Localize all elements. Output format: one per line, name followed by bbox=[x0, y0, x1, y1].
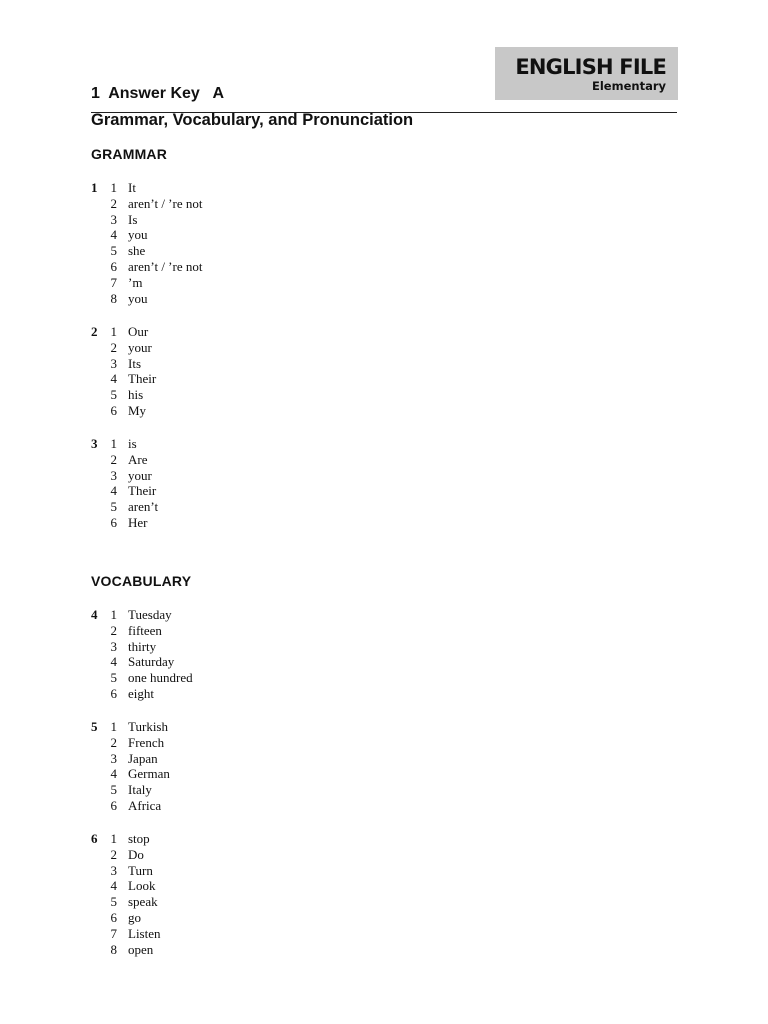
answer-row bbox=[91, 942, 391, 958]
item-number: 1 bbox=[110, 436, 117, 451]
item-number: 4 bbox=[110, 766, 117, 782]
answer-key-label: 1 Answer Key A bbox=[91, 85, 225, 102]
item-answer: French bbox=[128, 734, 165, 750]
answer-row bbox=[91, 436, 391, 452]
item-answer: Look bbox=[128, 878, 156, 894]
item-answer: Do bbox=[128, 846, 144, 862]
item-answer: you bbox=[128, 227, 148, 243]
item-answer: Their bbox=[128, 483, 157, 499]
answer-row bbox=[91, 894, 391, 910]
item-answer: Italy bbox=[128, 782, 152, 798]
answer-row bbox=[91, 468, 391, 484]
item-number: 3 bbox=[110, 467, 117, 483]
logo-subtitle: Elementary bbox=[592, 79, 666, 93]
answer-row bbox=[91, 623, 391, 639]
answer-row bbox=[91, 324, 391, 340]
answer-row bbox=[91, 798, 391, 814]
item-number: 4 bbox=[110, 227, 117, 243]
item-number: 2 bbox=[110, 734, 117, 750]
exercise-number: 1 bbox=[91, 180, 98, 195]
item-answer: Saturday bbox=[128, 654, 175, 670]
answer-row bbox=[91, 371, 391, 387]
item-number: 7 bbox=[110, 925, 117, 941]
answer-row bbox=[91, 607, 391, 623]
item-answer: German bbox=[128, 766, 170, 782]
item-number: 3 bbox=[110, 862, 117, 878]
item-answer: Africa bbox=[128, 797, 162, 813]
exercise-3 bbox=[91, 436, 391, 531]
item-answer: aren’t bbox=[128, 499, 159, 515]
answer-row bbox=[91, 227, 391, 243]
exercise-5 bbox=[91, 719, 391, 814]
answer-row bbox=[91, 196, 391, 212]
answer-row bbox=[91, 735, 391, 751]
exercise-6 bbox=[91, 831, 391, 957]
item-number: 3 bbox=[110, 355, 117, 371]
item-answer: Are bbox=[128, 451, 148, 467]
answer-row bbox=[91, 340, 391, 356]
item-number: 4 bbox=[110, 654, 117, 670]
item-number: 5 bbox=[110, 894, 117, 910]
item-answer: fifteen bbox=[128, 622, 162, 638]
item-answer: Tuesday bbox=[128, 607, 172, 622]
item-answer: Is bbox=[128, 211, 138, 227]
item-number: 4 bbox=[110, 483, 117, 499]
item-answer: your bbox=[128, 339, 152, 355]
item-answer: Its bbox=[128, 355, 141, 371]
item-answer: Turn bbox=[128, 862, 153, 878]
item-number: 5 bbox=[110, 243, 117, 259]
answer-row bbox=[91, 180, 391, 196]
answer-row bbox=[91, 878, 391, 894]
exercise-1 bbox=[91, 180, 391, 306]
item-number: 6 bbox=[110, 514, 117, 530]
item-answer: your bbox=[128, 467, 152, 483]
item-number: 8 bbox=[110, 941, 117, 957]
item-number: 2 bbox=[110, 195, 117, 211]
answer-row bbox=[91, 243, 391, 259]
answer-row bbox=[91, 782, 391, 798]
answer-row bbox=[91, 515, 391, 531]
item-number: 4 bbox=[110, 878, 117, 894]
item-answer: stop bbox=[128, 831, 150, 846]
answer-row bbox=[91, 751, 391, 767]
answer-row bbox=[91, 686, 391, 702]
item-number: 1 bbox=[110, 831, 117, 846]
section-heading-vocabulary: VOCABULARY bbox=[91, 573, 192, 589]
exercise-number: 6 bbox=[91, 831, 98, 846]
item-number: 2 bbox=[110, 339, 117, 355]
item-number: 3 bbox=[110, 750, 117, 766]
exercise-number: 5 bbox=[91, 719, 98, 734]
answer-row bbox=[91, 499, 391, 515]
logo-title: ENGLISH FILE bbox=[515, 55, 666, 79]
item-answer: Listen bbox=[128, 925, 161, 941]
exercise-number: 3 bbox=[91, 436, 98, 451]
item-number: 5 bbox=[110, 670, 117, 686]
item-number: 7 bbox=[110, 274, 117, 290]
answer-row bbox=[91, 387, 391, 403]
item-number: 6 bbox=[110, 685, 117, 701]
item-answer: his bbox=[128, 387, 144, 403]
item-answer: Their bbox=[128, 371, 157, 387]
item-answer: is bbox=[128, 436, 137, 451]
answer-row bbox=[91, 212, 391, 228]
item-answer: thirty bbox=[128, 638, 157, 654]
item-answer: Her bbox=[128, 514, 148, 530]
item-number: 5 bbox=[110, 782, 117, 798]
item-number: 6 bbox=[110, 402, 117, 418]
item-answer: open bbox=[128, 941, 154, 957]
english-file-logo bbox=[495, 47, 678, 100]
answer-row bbox=[91, 719, 391, 735]
answer-row bbox=[91, 259, 391, 275]
item-answer: one hundred bbox=[128, 670, 193, 686]
item-number: 1 bbox=[110, 180, 117, 195]
answer-row bbox=[91, 654, 391, 670]
exercise-2 bbox=[91, 324, 391, 419]
item-answer: aren’t / ’re not bbox=[128, 258, 203, 274]
item-number: 3 bbox=[110, 211, 117, 227]
answer-row bbox=[91, 863, 391, 879]
answer-row bbox=[91, 926, 391, 942]
item-answer: eight bbox=[128, 685, 154, 701]
answer-row bbox=[91, 452, 391, 468]
item-number: 6 bbox=[110, 258, 117, 274]
item-answer: Japan bbox=[128, 750, 158, 766]
page-title: Grammar, Vocabulary, and Pronunciation bbox=[91, 111, 414, 129]
answer-row bbox=[91, 356, 391, 372]
item-number: 6 bbox=[110, 909, 117, 925]
item-answer: Our bbox=[128, 324, 149, 339]
item-number: 1 bbox=[110, 719, 117, 734]
item-number: 5 bbox=[110, 387, 117, 403]
answer-row bbox=[91, 483, 391, 499]
answer-row bbox=[91, 766, 391, 782]
item-answer: speak bbox=[128, 894, 158, 910]
section-heading-grammar: GRAMMAR bbox=[91, 146, 168, 162]
item-number: 8 bbox=[110, 290, 117, 306]
item-answer: you bbox=[128, 290, 148, 306]
exercise-number: 2 bbox=[91, 324, 98, 339]
item-answer: Turkish bbox=[128, 719, 168, 734]
item-number: 1 bbox=[110, 607, 117, 622]
item-answer: ’m bbox=[128, 274, 143, 290]
item-answer: It bbox=[128, 180, 136, 195]
item-number: 2 bbox=[110, 846, 117, 862]
item-number: 1 bbox=[110, 324, 117, 339]
answer-row bbox=[91, 910, 391, 926]
answer-row bbox=[91, 275, 391, 291]
item-answer: aren’t / ’re not bbox=[128, 195, 203, 211]
item-answer: she bbox=[128, 243, 146, 259]
answer-row bbox=[91, 670, 391, 686]
answer-row bbox=[91, 831, 391, 847]
item-answer: go bbox=[128, 909, 141, 925]
answer-row bbox=[91, 639, 391, 655]
exercise-4 bbox=[91, 607, 391, 702]
item-number: 2 bbox=[110, 451, 117, 467]
item-number: 6 bbox=[110, 797, 117, 813]
item-number: 5 bbox=[110, 499, 117, 515]
item-number: 3 bbox=[110, 638, 117, 654]
answer-row bbox=[91, 847, 391, 863]
exercise-number: 4 bbox=[91, 607, 98, 622]
item-number: 2 bbox=[110, 622, 117, 638]
item-number: 4 bbox=[110, 371, 117, 387]
answer-row bbox=[91, 403, 391, 419]
item-answer: My bbox=[128, 402, 147, 418]
answer-row bbox=[91, 291, 391, 307]
